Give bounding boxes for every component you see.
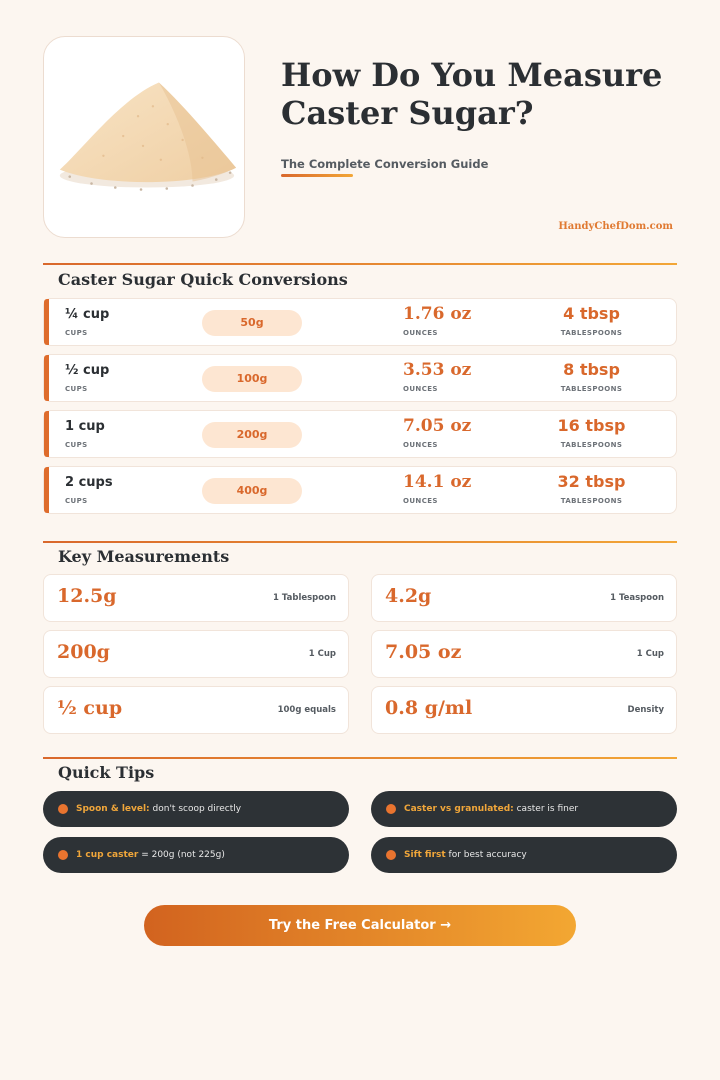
tip-bullet-icon [58, 850, 68, 860]
tip-text [76, 837, 225, 873]
ounces-value: 7.05 oz [403, 416, 472, 436]
measurement-label: 1 Teaspoon [610, 593, 664, 603]
measurement-value: 200g [57, 641, 110, 663]
tbsp-unit: TABLESPOONS [560, 441, 623, 449]
tip-highlight: Spoon & level: [76, 804, 150, 814]
conversion-row [43, 410, 677, 458]
tip-bullet-icon [386, 804, 396, 814]
key-measurement-card [371, 574, 677, 622]
tip-pill [371, 837, 677, 873]
cups-unit: CUPS [65, 441, 88, 449]
section-divider [43, 263, 677, 265]
key-measurement-card [43, 574, 349, 622]
quick-tips-title: Quick Tips [58, 763, 155, 782]
cups-unit: CUPS [65, 497, 88, 505]
key-measurement-card [43, 686, 349, 734]
tip-highlight: Sift first [404, 850, 446, 860]
measurement-value: ½ cup [57, 697, 123, 719]
free-calculator-button[interactable]: Try the Free Calculator → [144, 905, 576, 946]
ounces-value: 3.53 oz [403, 360, 472, 380]
cups-value: ¼ cup [65, 307, 110, 322]
page-subtitle: The Complete Conversion Guide [281, 157, 489, 171]
measurement-label: Density [627, 705, 664, 715]
key-measurements-title: Key Measurements [58, 547, 230, 566]
measurement-value: 12.5g [57, 585, 117, 607]
cups-value: 1 cup [65, 419, 105, 434]
key-measurement-card [371, 630, 677, 678]
tbsp-value: 32 tbsp [557, 472, 626, 491]
tip-pill [43, 791, 349, 827]
measurement-label: 1 Tablespoon [273, 593, 336, 603]
tbsp-value: 8 tbsp [563, 360, 620, 379]
title-line-2: Caster Sugar? [281, 94, 534, 132]
tbsp-unit: TABLESPOONS [560, 497, 623, 505]
site-name: HandyChefDom.com [558, 221, 673, 232]
tip-pill [43, 837, 349, 873]
measurement-label: 1 Cup [308, 649, 336, 659]
ounces-unit: OUNCES [403, 385, 438, 393]
hero-image [43, 36, 245, 238]
key-measurement-card [371, 686, 677, 734]
tip-pill [371, 791, 677, 827]
tip-detail: for best accuracy [445, 850, 527, 860]
tip-text [404, 837, 527, 873]
row-accent-bar [44, 355, 49, 401]
grams-pill: 400g [202, 478, 302, 504]
conversions-title: Caster Sugar Quick Conversions [58, 270, 348, 289]
tbsp-unit: TABLESPOONS [560, 329, 623, 337]
ounces-unit: OUNCES [403, 497, 438, 505]
tip-text [76, 791, 241, 827]
measurement-value: 4.2g [385, 585, 432, 607]
conversion-row [43, 298, 677, 346]
row-accent-bar [44, 299, 49, 345]
tbsp-value: 4 tbsp [563, 304, 620, 323]
tbsp-unit: TABLESPOONS [560, 385, 623, 393]
row-accent-bar [44, 467, 49, 513]
ounces-value: 1.76 oz [403, 304, 472, 324]
measurement-value: 0.8 g/ml [385, 697, 473, 719]
tip-bullet-icon [58, 804, 68, 814]
measurement-value: 7.05 oz [385, 641, 462, 663]
tip-detail: caster is finer [513, 804, 579, 814]
tbsp-value: 16 tbsp [557, 416, 626, 435]
page-title [281, 56, 701, 132]
ounces-unit: OUNCES [403, 441, 438, 449]
grams-pill: 100g [202, 366, 302, 392]
tip-highlight: Caster vs granulated: [404, 804, 514, 814]
conversion-row [43, 466, 677, 514]
subtitle-underline [281, 174, 353, 177]
grams-pill: 50g [202, 310, 302, 336]
section-divider [43, 541, 677, 543]
cups-unit: CUPS [65, 385, 88, 393]
sugar-pile-icon [44, 37, 244, 237]
ounces-unit: OUNCES [403, 329, 438, 337]
measurement-label: 100g equals [277, 705, 336, 715]
cups-value: ½ cup [65, 363, 110, 378]
cups-unit: CUPS [65, 329, 88, 337]
row-accent-bar [44, 411, 49, 457]
measurement-label: 1 Cup [636, 649, 664, 659]
tip-text [404, 791, 578, 827]
cups-value: 2 cups [65, 475, 113, 490]
key-measurement-card [43, 630, 349, 678]
tip-detail: don't scoop directly [149, 804, 242, 814]
ounces-value: 14.1 oz [403, 472, 472, 492]
title-line-1: How Do You Measure [281, 56, 663, 94]
tip-highlight: 1 cup caster [76, 850, 139, 860]
section-divider [43, 757, 677, 759]
conversion-row [43, 354, 677, 402]
tip-bullet-icon [386, 850, 396, 860]
tip-detail: = 200g (not 225g) [138, 850, 225, 860]
grams-pill: 200g [202, 422, 302, 448]
